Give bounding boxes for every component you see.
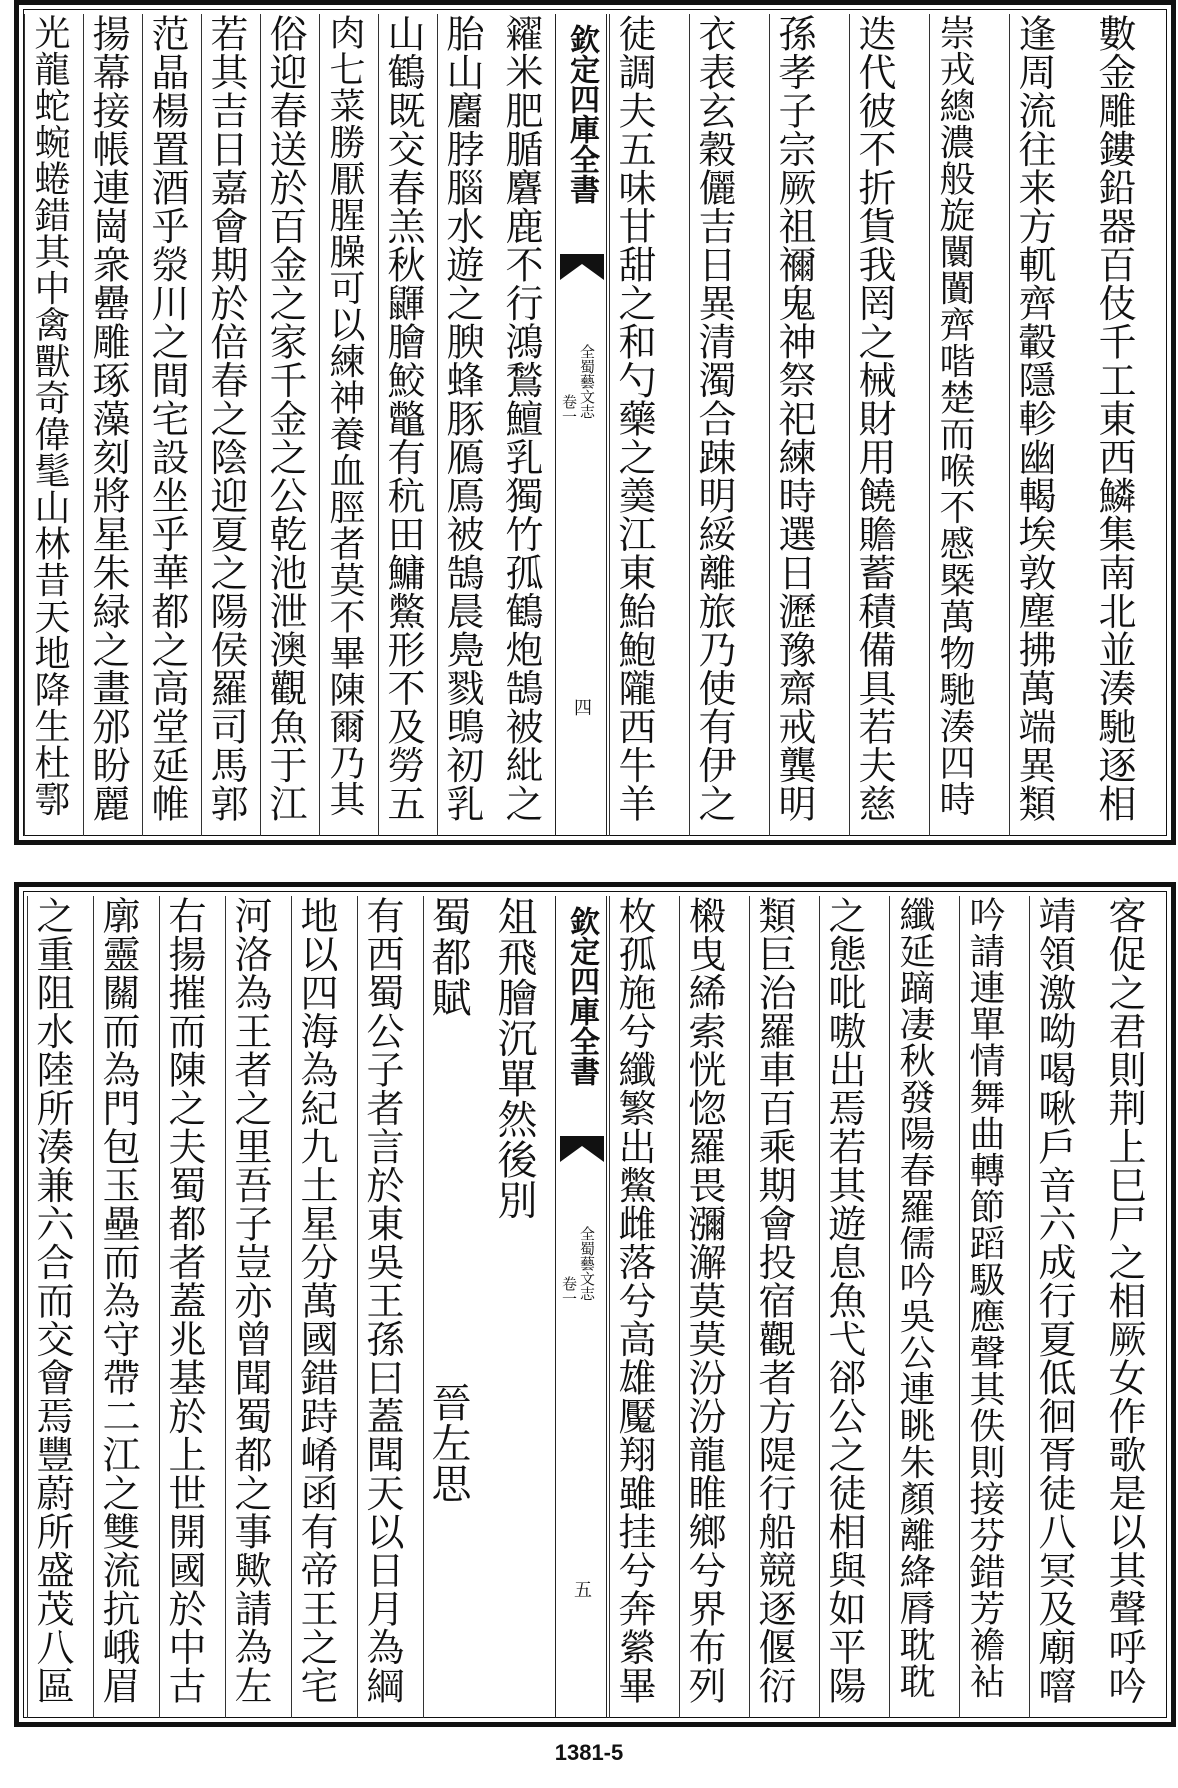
top-gutter xyxy=(555,14,607,836)
text-column: 廓靈關而為門包玉壘而為守帶二江之雙流抗峨眉 xyxy=(93,896,143,1718)
text-column: 光龍蛇蜿蜷錯其中禽獸奇偉髦山林昔天地降生杜鄠 xyxy=(24,14,74,836)
gutter-page-number: 四 xyxy=(574,698,592,719)
text-column: 有西蜀公子者言於東吳王孫曰蓋聞天以日月為綱 xyxy=(357,896,407,1718)
text-column: 之態吡嗷出焉若其遊息魚弋郤公之徒相與如平陽 xyxy=(819,896,869,1718)
text-column: 俗迎春送於百金之家千金之公乾池泄澳觀魚于江 xyxy=(260,14,310,836)
gutter-juan: 卷一 xyxy=(560,394,578,424)
text-column: 揚幕接帳連崗衆罍雕琢藻刻將星朱緑之畫邠盼麗 xyxy=(83,14,133,836)
text-column: 右揚摧而陳之夫蜀都者蓋兆基於上世開國於中古 xyxy=(159,896,209,1718)
text-column: 孫孝子宗厥祖禰鬼神祭祀練時選日瀝豫齋戒龔明 xyxy=(769,14,819,836)
text-column: 崇戎總濃般旋闤闠齊喈楚而喉不慼槩萬物馳湊四時 xyxy=(929,14,979,836)
text-column: 胎山麕脖腦水遊之腴蜂豚鴈鳫被鵠晨鳧戮鴠初乳 xyxy=(437,14,487,836)
top-page xyxy=(14,0,1176,845)
bottom-page xyxy=(14,882,1176,1727)
text-column: 枚孤施兮纖繁出鱉雌落兮高雄魘翔雖挂兮奔縈畢 xyxy=(609,896,659,1718)
text-column: 類巨治羅車百乘期會投宿觀者方隄行船競逐偃衍 xyxy=(749,896,799,1718)
text-column: 徒調夫五味甘甜之和勺藥之羮江東鮐鮑隴西牛羊 xyxy=(609,14,659,836)
text-column: 若其吉日嘉會期於倍春之陰迎夏之陽侯羅司馬郭 xyxy=(201,14,251,836)
text-column: 逢周流往来方軏齊轂隱軫幽輵埃敦塵拂萬端異類 xyxy=(1009,14,1059,836)
text-column: 肉七菜勝厭腥臊可以練神養血脛者莫不畢陳爾乃其 xyxy=(319,14,369,836)
text-column: 范晶楊置酒乎滎川之間宅設坐乎華都之高堂延帷 xyxy=(142,14,192,836)
text-column: 衣表玄穀儷吉日異清濁合踈明綏離旅乃使有伊之 xyxy=(689,14,739,836)
gutter-title: 欽定四庫全書 xyxy=(564,906,599,1086)
gutter-page-number: 五 xyxy=(574,1580,592,1601)
text-column: 吟請連單情舞曲轉節蹈馺應聲其佚則接芬錯芳襜袩 xyxy=(959,896,1009,1718)
gutter-subtitle: 全蜀藝文志 xyxy=(578,344,596,419)
text-column: 河洛為王者之里吾子豈亦曾聞蜀都之事歟請為左 xyxy=(225,896,275,1718)
text-column: 靖領激呦喝啾戶音六成行夏低徊胥徒八冥及廟噾 xyxy=(1029,896,1079,1718)
fish-tail-icon xyxy=(560,1136,604,1162)
text-column: 客促之君則荆上巳尸之相厥女作歌是以其聲呼吟 xyxy=(1102,896,1146,1705)
page-footer-number: 1381-5 xyxy=(554,1740,624,1765)
text-column: 俎飛膾沉單然後別 xyxy=(491,896,537,1220)
text-column: 山鶴既交春羔秋鼲膾鮫鼈有秔田鱅鱉形不及勞五 xyxy=(378,14,428,836)
gutter-juan: 卷一 xyxy=(560,1276,578,1306)
text-column: 數金雕鏤鉛器百伎千工東西鱗集南北並湊馳逐相 xyxy=(1092,14,1136,823)
text-column: 糴米肥腯麏鹿不行鴻鶖鱣乳獨竹孤鶴炮鵠被紕之 xyxy=(499,14,543,823)
top-page-frame xyxy=(23,9,1167,836)
text-column: 地以四海為紀九土星分萬國錯跱崤函有帝王之宅 xyxy=(291,896,341,1718)
text-column: 樧曳絺索恍惚羅畏瀰澥莫莫汾汾龍睢鄉兮界布列 xyxy=(679,896,729,1718)
gutter-title: 欽定四庫全書 xyxy=(564,24,599,204)
gutter-subtitle: 全蜀藝文志 xyxy=(578,1226,596,1301)
text-column: 纖延蹢凄秋發陽春羅儒吟吳公連眺朱顏離絳脣耽耽 xyxy=(889,896,939,1718)
text-column: 蜀都賦 晉左思 xyxy=(423,896,473,1718)
fish-tail-icon xyxy=(560,254,604,280)
bottom-gutter xyxy=(555,896,607,1718)
text-column: 迭代彼不折貨我罔之械財用饒贍蓄積備具若夫慈 xyxy=(849,14,899,836)
text-column: 之重阻水陸所湊兼六合而交會焉豐蔚所盛茂八區 xyxy=(27,896,77,1718)
bottom-page-frame xyxy=(23,891,1167,1718)
